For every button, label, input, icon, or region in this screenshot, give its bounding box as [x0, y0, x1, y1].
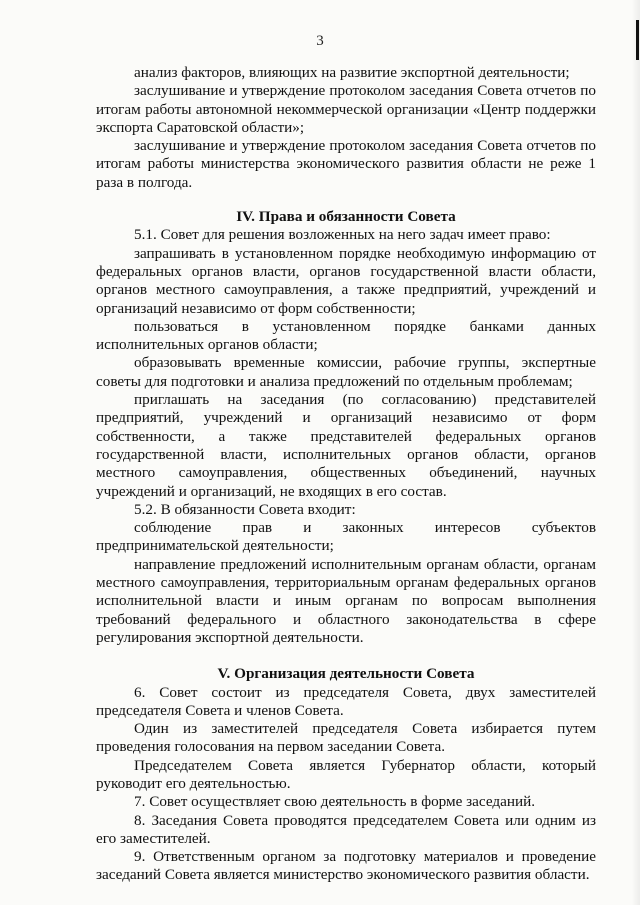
paragraph: направление предложений исполнительным органам области, органам местного самоуправления, территориальным органам федеральных органов исполнительной власти и иным органам по вопросам выполнения требований федерального и областного законодательства в сфере регулирования экспортной деятельности. — [96, 555, 596, 646]
scan-edge-mark — [636, 20, 639, 60]
paragraph: 5.1. Совет для решения возложенных на него задач имеет право: — [134, 226, 551, 244]
section-heading-v: V. Организация деятельности Совета — [217, 665, 475, 683]
section-heading-iv: IV. Права и обязанности Совета — [236, 208, 456, 226]
paragraph: 8. Заседания Совета проводятся председателем Совета или одним из его заместителей. — [96, 811, 596, 847]
paragraph: пользоваться в установленном порядке банками данных исполнительных органов области; — [96, 317, 596, 354]
paragraph: анализ факторов, влияющих на развитие экспортной деятельности; — [134, 64, 570, 81]
paragraph: 5.2. В обязанности Совета входит: — [134, 500, 356, 518]
paragraph: заслушивание и утверждение протоколом заседания Совета отчетов по итогам работы автономной некоммерческой организации «Центр поддержки экспорта Саратовской области»; — [96, 82, 596, 136]
paragraph: запрашивать в установленном порядке необходимую информацию от федеральных органов власти, органов государственной власти области, органов местного самоуправления, а также предприятий, учреждений и организаций независимо от форм собственности; — [96, 244, 596, 317]
page-number: 3 — [316, 33, 324, 49]
paragraph: 9. Ответственным органом за подготовку материалов и проведение заседаний Совета является министерство экономического развития области. — [96, 848, 596, 884]
paragraph: соблюдение прав и законных интересов субъектов предпринимательской деятельности; — [96, 519, 596, 555]
paragraph: Председателем Совета является Губернатор области, который руководит его деятельностью. — [96, 756, 596, 792]
scan-edge-shadow — [632, 0, 640, 905]
paragraph: 7. Совет осуществляет свою деятельность в форме заседаний. — [134, 793, 536, 811]
document-body — [96, 64, 596, 885]
paragraph: образовывать временные комиссии, рабочие группы, экспертные советы для подготовки и анализа предложений по отдельным проблемам; — [96, 354, 596, 390]
paragraph: Один из заместителей председателя Совета избирается путем проведения голосования на первом заседании Совета. — [96, 720, 596, 756]
paragraph: 6. Совет состоит из председателя Совета, двух заместителей председателя Совета и членов Совета. — [96, 683, 596, 719]
paragraph: приглашать на заседания (по согласованию) представителей предприятий, учреждений и организаций независимо от форм собственности, а также представителей федеральных органов государственной власти, исполнительных органов области, органов местного самоуправления, общественных объединений, научных учреждений и организаций, не входящих в его состав. — [96, 391, 596, 500]
paragraph: заслушивание и утверждение протоколом заседания Совета отчетов по итогам работы министерства экономического развития области не реже 1 раза в полгода. — [96, 137, 596, 191]
